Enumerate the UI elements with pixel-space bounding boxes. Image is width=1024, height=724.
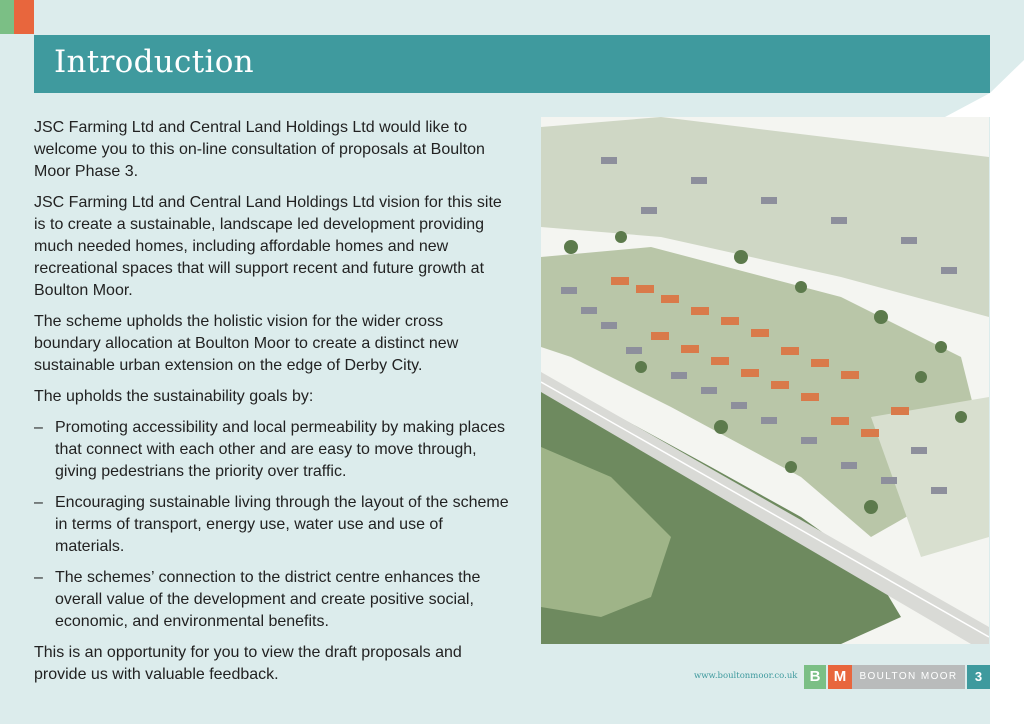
- bullet-text: Promoting accessibility and local permeability by making places that connect with each other and are easy to move through, giving pedestrians the priority over traffic.: [55, 419, 505, 480]
- bullet-dash: –: [34, 419, 43, 436]
- bullet-text: Encouraging sustainable living through the layout of the scheme in terms of transport, energy use, water use and use of materials.: [55, 494, 509, 555]
- list-item: [34, 567, 514, 633]
- page-number: 3: [967, 665, 990, 689]
- brand-name: BOULTON MOOR: [852, 665, 965, 689]
- intro-text: [34, 117, 514, 695]
- paragraph-welcome: JSC Farming Ltd and Central Land Holdings Ltd would like to welcome you to this on-line consultation of proposals at Boulton Moor Phase 3.: [34, 119, 485, 180]
- paragraph-goals-intro: The upholds the sustainability goals by:: [34, 388, 314, 405]
- title-bar: [34, 35, 990, 93]
- bullet-text: The schemes’ connection to the district centre enhances the overall value of the development and create positive social, economic, and environmental benefits.: [55, 569, 481, 630]
- logo-m-mark: M: [828, 665, 852, 689]
- logo-b-mark: B: [804, 665, 826, 689]
- paragraph-vision: JSC Farming Ltd and Central Land Holdings Ltd vision for this site is to create a sustainable, landscape led development providing much needed homes, including affordable homes and new recreational spaces that will support recent and future growth at Boulton Moor.: [34, 194, 502, 299]
- goals-list: [34, 417, 514, 633]
- corner-accent: [0, 0, 34, 34]
- bullet-dash: –: [34, 494, 43, 511]
- list-item: [34, 417, 514, 483]
- list-item: [34, 492, 514, 558]
- paragraph-scheme: The scheme upholds the holistic vision for the wider cross boundary allocation at Boulton Moor to create a distinct new sustainable urban extension on the edge of Derby City.: [34, 313, 459, 374]
- page-title: Introduction: [54, 44, 254, 80]
- aerial-illustration: [541, 117, 989, 644]
- paragraph-closing: This is an opportunity for you to view the draft proposals and provide us with valuable feedback.: [34, 644, 462, 683]
- website-url[interactable]: www.boultonmoor.co.uk: [694, 671, 798, 681]
- bullet-dash: –: [34, 569, 43, 586]
